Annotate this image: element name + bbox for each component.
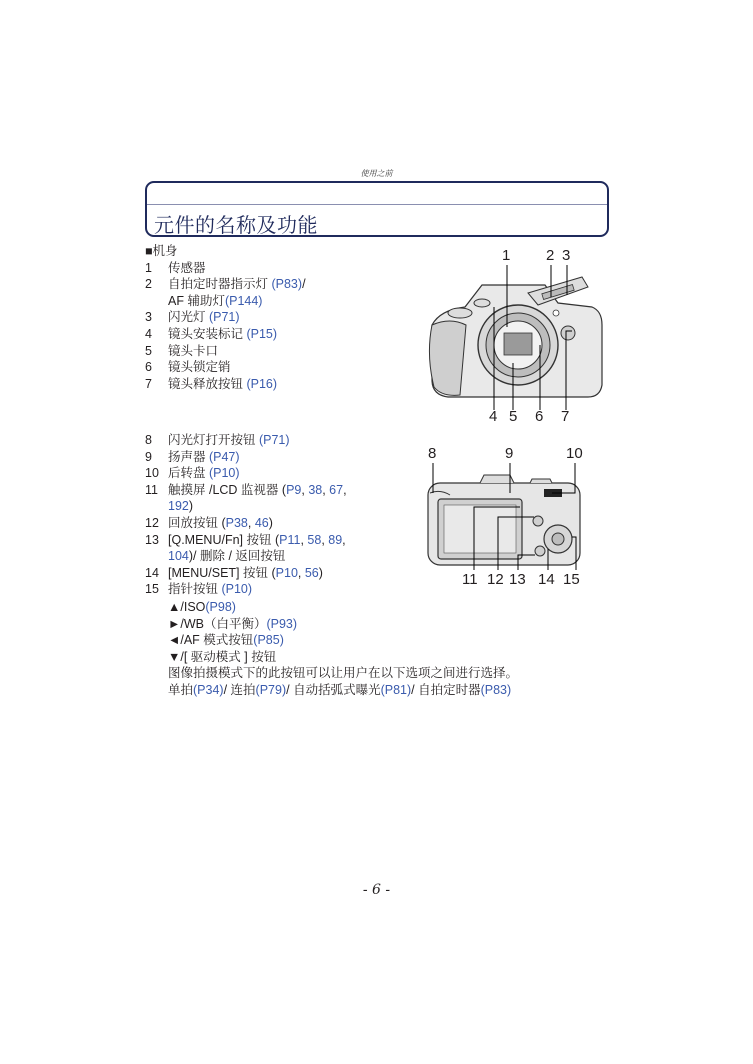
title-rule <box>147 204 607 205</box>
camera-front-diagram <box>420 255 610 425</box>
callout-13: 13 <box>509 571 526 588</box>
running-head: 使用之前 <box>360 169 393 178</box>
page-ref-link[interactable]: 192 <box>168 499 189 514</box>
page-ref-link[interactable]: (P10) <box>221 582 253 597</box>
callout-7: 7 <box>561 408 570 425</box>
list-item: 7 镜头释放按钮 (P16) <box>145 376 278 391</box>
page-ref-link[interactable]: (P34) <box>193 682 224 697</box>
page-ref-link[interactable]: (P81) <box>380 682 412 697</box>
back-parts-list <box>145 432 395 598</box>
list-item-continuation: 图像拍摄模式下的此按钮可以让用户在以下选项之间进行选择。 <box>168 666 519 681</box>
body-parts-list <box>145 243 405 392</box>
page-ref-link[interactable]: 56 <box>304 565 319 580</box>
page-ref-link[interactable]: (P83) <box>271 277 303 292</box>
page-ref-link[interactable]: (P85) <box>253 633 284 648</box>
list-item: 2 自拍定时器指示灯 (P83)/ <box>145 277 306 292</box>
callout-10: 10 <box>566 445 583 462</box>
list-item: 6 镜头锁定销 <box>145 360 231 375</box>
callout-12: 12 <box>487 571 504 588</box>
callout-1: 1 <box>502 247 511 264</box>
body-heading: ■机身 <box>145 244 178 258</box>
list-item-continuation: ◄/AF 模式按钮 (P85) <box>168 633 284 648</box>
page-ref-link[interactable]: (P98) <box>205 600 236 614</box>
list-item-continuation: ▲/ISO (P98) <box>168 600 236 614</box>
list-item: 13 [Q.MENU/Fn] 按钮 (P11, 58, 89, <box>145 532 346 547</box>
page-ref-link[interactable]: 67 <box>329 482 344 497</box>
page-ref-link[interactable]: (P15) <box>246 326 278 341</box>
callout-11: 11 <box>462 571 478 588</box>
list-item: 15 指针按钮 (P10) <box>145 582 253 597</box>
page-ref-link[interactable]: 46 <box>254 515 269 530</box>
list-item: 3 闪光灯 (P71) <box>145 310 240 325</box>
callout-5: 5 <box>509 408 518 425</box>
callout-14: 14 <box>538 571 555 588</box>
page-ref-link[interactable]: (P10) <box>208 466 240 481</box>
page-ref-link[interactable]: 38 <box>308 482 323 497</box>
callout-6: 6 <box>535 408 544 425</box>
page-ref-link[interactable]: P38 <box>225 515 248 530</box>
page-ref-link[interactable]: (P93) <box>266 616 298 631</box>
list-item-continuation: AF 辅助灯 (P144) <box>168 293 263 308</box>
page-ref-link[interactable]: P11 <box>279 532 301 547</box>
camera-back-diagram <box>420 455 595 570</box>
list-item: 5 镜头卡口 <box>145 343 219 358</box>
page-ref-link[interactable]: (P71) <box>208 310 240 325</box>
list-item-continuation: ►/WB（白平衡） (P93) <box>168 616 298 631</box>
callout-2: 2 <box>546 247 555 264</box>
callout-4: 4 <box>489 408 498 425</box>
page-ref-link[interactable]: 104 <box>168 549 189 564</box>
section-title-box <box>145 181 609 237</box>
page-ref-link[interactable]: (P83) <box>480 682 512 697</box>
page-number: - 6 - <box>362 882 391 898</box>
page-ref-link[interactable]: P9 <box>286 482 302 497</box>
page-ref-link[interactable]: (P144) <box>224 293 263 308</box>
page-ref-link[interactable]: (P71) <box>258 433 290 447</box>
list-item-continuation: ▼/[ 驱动模式 ] 按钮 <box>168 649 277 664</box>
list-item: 11 触摸屏 /LCD 监视器 (P9, 38, 67, <box>145 482 347 497</box>
callout-9: 9 <box>505 445 514 462</box>
list-item-continuation: 单拍 (P34) / 连拍 (P79) / 自动括弧式曝光 (P81) / 自拍定时器 (P83) <box>168 682 512 697</box>
page-ref-link[interactable]: (P47) <box>208 449 240 464</box>
callout-15: 15 <box>563 571 580 588</box>
cursor-button-details <box>145 599 615 699</box>
page-ref-link[interactable]: 58 <box>307 532 322 547</box>
page-ref-link[interactable]: (P79) <box>255 682 287 697</box>
list-item: 9 扬声器 (P47) <box>145 449 240 464</box>
callout-3: 3 <box>562 247 571 264</box>
section-title: 元件的名称及功能 <box>154 213 318 237</box>
list-item: 8 闪光灯打开按钮 (P71) <box>145 433 290 447</box>
list-item: 10 后转盘 (P10) <box>145 466 240 481</box>
list-item: 14 [MENU/SET] 按钮 (P10, 56) <box>145 565 323 580</box>
page-ref-link[interactable]: 89 <box>328 532 343 547</box>
list-item: 1 传感器 <box>145 260 206 275</box>
list-item-continuation: 104 )/ 删除 / 返回按钮 <box>168 549 286 564</box>
page-ref-link[interactable]: (P16) <box>246 376 278 391</box>
list-item: 4 镜头安装标记 (P15) <box>145 326 278 341</box>
list-item-continuation: 192 ) <box>168 499 194 514</box>
list-item: 12 回放按钮 (P38, 46) <box>145 515 273 530</box>
callout-8: 8 <box>428 445 437 462</box>
page-ref-link[interactable]: P10 <box>275 565 298 580</box>
